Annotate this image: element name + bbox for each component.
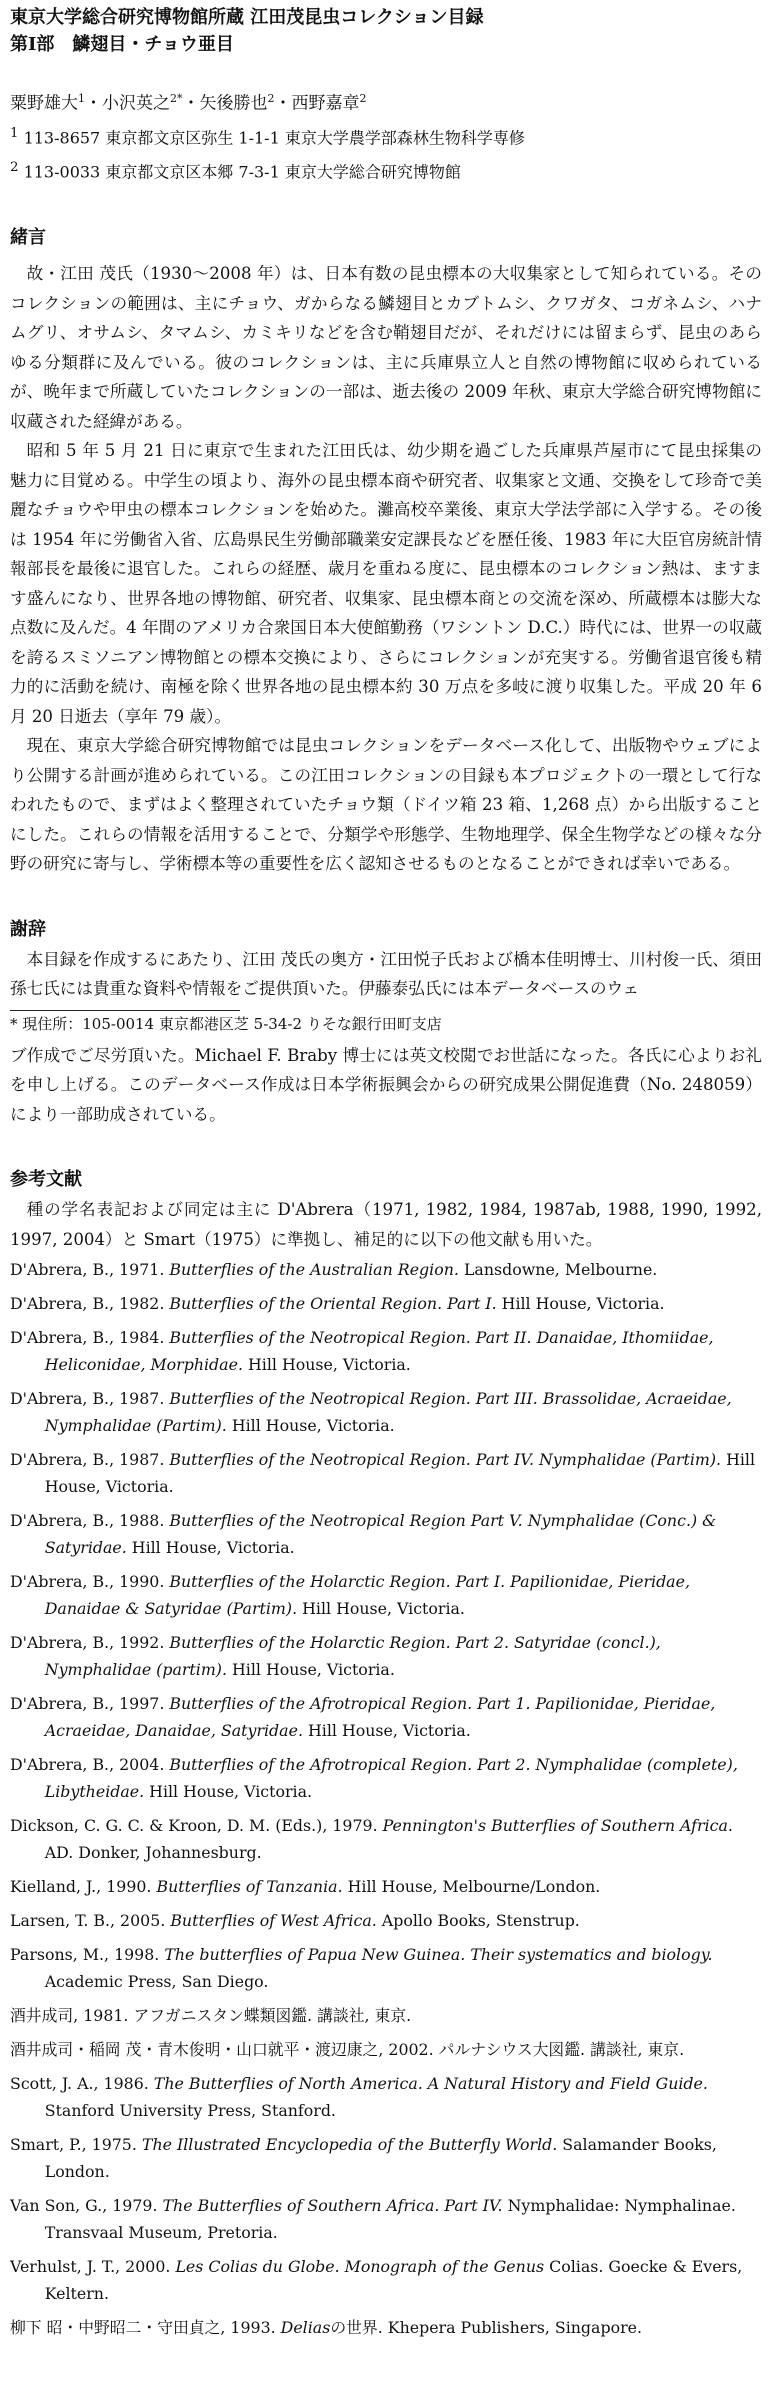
reference-publisher: Hill House, Victoria. bbox=[496, 1294, 665, 1314]
reference-entry bbox=[10, 1690, 762, 1744]
section-heading-intro: 緒言 bbox=[10, 227, 46, 249]
reference-title: Butterflies of the Holarctic Region. Part I. Papilionidae, Pieridae, Danaidae & Satyridae (Partim). bbox=[44, 1572, 690, 1619]
reference-entry bbox=[10, 1507, 762, 1561]
reference-title: Butterflies of the Australian Region. bbox=[169, 1260, 459, 1280]
intro-paragraph: 現在、東京大学総合研究博物館では昆虫コレクションをデータベース化して、出版物やウェブにより公開する計画が進められている。この江田コレクションの目録も本プロジェクトの一環として行なわれたもので、まずはよく整理されていたチョウ類（ドイツ箱 23 箱、1,268 点）から出版することにした。これらの情報を活用することで、分類学や形態学、生物地理学、保全生物学などの様々な分野の研究に寄与し、学術標本等の重要性を広く認知させるものとなることができれば幸いである。 bbox=[10, 736, 762, 874]
document-page bbox=[10, 4, 762, 2348]
reference-authors: Kielland, J., 1990. bbox=[10, 1877, 157, 1897]
section-heading-references: 参考文献 bbox=[10, 1169, 82, 1191]
reference-title: Butterflies of the Holarctic Region. Part 2. Satyridae (concl.), Nymphalidae (partim). bbox=[44, 1633, 661, 1680]
reference-title: The Butterflies of North America. A Natural History and Field Guide. bbox=[153, 2074, 708, 2094]
reference-title: Butterflies of the Neotropical Region. Part IV. Nymphalidae (Partim). bbox=[169, 1450, 722, 1470]
reference-authors: D'Abrera, B., 1982. bbox=[10, 1294, 170, 1314]
reference-authors: Verhulst, J. T., 2000. bbox=[10, 2257, 176, 2277]
reference-publisher: Hill House, Victoria. bbox=[126, 1538, 295, 1558]
reference-authors: Larsen, T. B., 2005. bbox=[10, 1911, 171, 1931]
reference-entry bbox=[10, 2070, 762, 2124]
reference-publisher: Hill House, Victoria. bbox=[144, 1782, 313, 1802]
reference-entry bbox=[10, 2036, 762, 2063]
reference-publisher: Colias. Goecke & Evers, Keltern. bbox=[44, 2257, 743, 2304]
reference-entry bbox=[10, 1751, 762, 1805]
reference-entry bbox=[10, 2131, 762, 2185]
author-separator: ・ bbox=[274, 93, 292, 114]
references-intro: 種の学名表記および同定は主に D'Abrera（1971, 1982, 1984, 1987ab, 1988, 1990, 1992, 1997, 2004）と Smart（1975）に準拠し、補足的に以下の他文献も用いた。 bbox=[10, 1200, 762, 1249]
reference-title: Butterflies of the Oriental Region. Part I. bbox=[169, 1294, 497, 1314]
reference-publisher: Nymphalidae: Nymphalinae. Transvaal Museum, Pretoria. bbox=[44, 2196, 736, 2243]
reference-authors: D'Abrera, B., 1990. bbox=[10, 1572, 170, 1592]
ack-paragraph: 本目録を作成するにあたり、江田 茂氏の奥方・江田悦子氏および橋本佳明博士、川村俊一氏、須田孫七氏には貴重な資料や情報をご提供頂いた。伊藤泰弘氏には本データベースのウェ bbox=[10, 949, 762, 999]
reference-authors: Scott, J. A., 1986. bbox=[10, 2074, 154, 2094]
reference-publisher: Hill House, Victoria. bbox=[226, 1416, 395, 1436]
reference-authors: D'Abrera, B., 1997. bbox=[10, 1694, 170, 1714]
reference-publisher: アフガニスタン蝶類図鑑. 講談社, 東京. bbox=[133, 2006, 412, 2026]
reference-publisher: の世界. Khepera Publishers, Singapore. bbox=[330, 2318, 643, 2338]
reference-entry bbox=[10, 2253, 762, 2307]
reference-title: Pennington's Butterflies of Southern Africa. bbox=[382, 1816, 733, 1836]
author-affil-mark: 1 bbox=[78, 92, 85, 105]
reference-entry bbox=[10, 2192, 762, 2246]
reference-title: Butterflies of West Africa. bbox=[170, 1911, 377, 1931]
ack-paragraph-continued: ブ作成でご尽労頂いた。Michael F. Braby 博士には英文校閲でお世話になった。各氏に心よりお礼を申し上げる。このデータベース作成は日本学術振興会からの研究成果公開促進費（No. 248059）により一部助成されている。 bbox=[10, 1045, 762, 1124]
author-separator: ・ bbox=[182, 93, 200, 114]
reference-publisher: Hill House, Victoria. bbox=[44, 1450, 756, 1497]
title-line-1: 東京大学総合研究博物館所蔵 江田茂昆虫コレクション目録 bbox=[10, 7, 484, 28]
document-title bbox=[10, 4, 762, 58]
reference-entry bbox=[10, 1907, 762, 1934]
reference-title: Butterflies of the Neotropical Region Part V. Nymphalidae (Conc.) & Satyridae. bbox=[44, 1511, 717, 1558]
reference-title: Butterflies of the Afrotropical Region. Part 2. Nymphalidae (complete), Libytheidae. bbox=[44, 1755, 738, 1802]
reference-authors: 柳下 昭・中野昭二・守田貞之, 1993. bbox=[10, 2318, 281, 2338]
title-line-2: 第Ⅰ部 鱗翅目・チョウ亜目 bbox=[10, 34, 234, 55]
reference-publisher: パルナシウス大図鑑. 講談社, 東京. bbox=[438, 2040, 685, 2060]
author-name: 小沢英之 bbox=[102, 93, 170, 114]
reference-authors: D'Abrera, B., 1992. bbox=[10, 1633, 170, 1653]
author-affil-mark: 2* bbox=[170, 92, 183, 105]
reference-publisher: Hill House, Victoria. bbox=[227, 1660, 395, 1680]
reference-authors: D'Abrera, B., 1971. bbox=[10, 1260, 170, 1280]
reference-title: Butterflies of the Neotropical Region. Part II. Danaidae, Ithomiidae, Heliconidae, Morphidae. bbox=[44, 1328, 714, 1375]
affiliation-text: 113-0033 東京都文京区本郷 7-3-1 東京大学総合研究博物館 bbox=[18, 162, 461, 182]
reference-title: The Illustrated Encyclopedia of the Butterfly World. bbox=[141, 2135, 558, 2155]
author-name: 粟野雄大 bbox=[10, 93, 78, 114]
reference-entry bbox=[10, 2002, 762, 2029]
reference-publisher: Salamander Books, London. bbox=[44, 2135, 717, 2182]
reference-entry bbox=[10, 1385, 762, 1439]
reference-publisher: Lansdowne, Melbourne. bbox=[458, 1260, 658, 1280]
intro-paragraph: 故・江田 茂氏（1930～2008 年）は、日本有数の昆虫標本の大収集家として知られている。そのコレクションの範囲は、主にチョウ、ガからなる鱗翅目とカブトムシ、クワガタ、コガネムシ、ハナムグリ、オサムシ、タマムシ、カミキリなどを含む鞘翅目だが、それだけには留まらず、昆虫のあらゆる分類群に及んでいる。彼のコレクションは、主に兵庫県立人と自然の博物館に収められているが、晩年まで所蔵していたコレクションの一部は、逝去後の 2009 年秋、東京大学総合研究博物館に収蔵された経緯がある。 bbox=[10, 264, 762, 431]
affiliation-number: 2 bbox=[10, 159, 19, 175]
reference-authors: Dickson, C. G. C. & Kroon, D. M. (Eds.), 1979. bbox=[10, 1816, 383, 1836]
reference-entry bbox=[10, 1256, 762, 1283]
reference-authors: Parsons, M., 1998. bbox=[10, 1945, 165, 1965]
reference-publisher: Stanford University Press, Stanford. bbox=[44, 2101, 336, 2121]
reference-entry bbox=[10, 1446, 762, 1500]
reference-authors: D'Abrera, B., 1987. bbox=[10, 1450, 170, 1470]
reference-title: The Butterflies of Southern Africa. Part IV. bbox=[162, 2196, 503, 2216]
reference-authors: Van Son, G., 1979. bbox=[10, 2196, 163, 2216]
reference-publisher: Academic Press, San Diego. bbox=[44, 1972, 269, 1992]
reference-authors: D'Abrera, B., 2004. bbox=[10, 1755, 170, 1775]
reference-entry bbox=[10, 1324, 762, 1378]
affiliation-text: 113-8657 東京都文京区弥生 1-1-1 東京大学農学部森林生物科学専修 bbox=[18, 127, 525, 147]
reference-entry bbox=[10, 1812, 762, 1866]
reference-title: Delias bbox=[280, 2318, 331, 2338]
intro-paragraph: 昭和 5 年 5 月 21 日に東京で生まれた江田氏は、幼少期を過ごした兵庫県芦屋市にて昆虫採集の魅力に目覚める。中学生の頃より、海外の昆虫標本商や研究者、収集家と文通、交換をして珍奇で美麗なチョウや甲虫の標本コレクションを始めた。灘高校卒業後、東京大学法学部に入学する。その後は 1954 年に労働省入省、広島県民生労働部職業安定課長などを歴任後、1983 年に大臣官房統計情報部長を最後に退官した。これらの経歴、歳月を重ねる度に、昆虫標本のコレクション熱は、ますます盛んになり、世界各地の博物館、研究者、収集家、昆虫標本商との交流を深め、所蔵標本は膨大な点数に及んだ。4 年間のアメリカ合衆国日本大使館勤務（ワシントン D.C.）時代には、世界一の収蔵を誇るスミソニアン博物館との標本交換により、さらにコレクションが充実する。労働省退官後も精力的に活動を続け、南極を除く世界各地の昆虫標本約 30 万点を多岐に渡り収集した。平成 20 年 6 月 20 日逝去（享年 79 歳）。 bbox=[10, 441, 762, 726]
reference-authors: 酒井成司・稲岡 茂・青木俊明・山口就平・渡辺康之, 2002. bbox=[10, 2040, 439, 2060]
section-heading-acknowledgements: 謝辞 bbox=[10, 918, 46, 940]
reference-entry bbox=[10, 1568, 762, 1622]
reference-entry bbox=[10, 1629, 762, 1683]
reference-title: Butterflies of the Neotropical Region. Part III. Brassolidae, Acraeidae, Nymphalidae (Partim). bbox=[44, 1389, 732, 1436]
author-affil-mark: 2 bbox=[359, 92, 367, 105]
footnote: * 現住所：105-0014 東京都港区芝 5-34-2 りそな銀行田町支店 bbox=[10, 1014, 442, 1033]
author-list bbox=[10, 84, 762, 119]
author-affil-mark: 2 bbox=[267, 92, 275, 105]
reference-publisher: Hill House, Victoria. bbox=[297, 1599, 465, 1619]
reference-authors: D'Abrera, B., 1984. bbox=[10, 1328, 170, 1348]
reference-title: The butterflies of Papua New Guinea. Their systematics and biology. bbox=[164, 1945, 713, 1965]
reference-authors: D'Abrera, B., 1987. bbox=[10, 1389, 170, 1409]
affiliation bbox=[10, 153, 762, 187]
reference-title: Butterflies of the Afrotropical Region. Part 1. Papilionidae, Pieridae, Acraeidae, Danaidae, Satyridae. bbox=[44, 1694, 716, 1741]
reference-title: Butterflies of Tanzania. bbox=[156, 1877, 343, 1897]
reference-entry bbox=[10, 1290, 762, 1317]
author-name: 矢後勝也 bbox=[199, 93, 268, 114]
reference-entry bbox=[10, 1873, 762, 1900]
affiliation bbox=[10, 119, 762, 153]
reference-list bbox=[10, 1256, 762, 2341]
reference-authors: D'Abrera, B., 1988. bbox=[10, 1511, 170, 1531]
reference-publisher: Hill House, Melbourne/London. bbox=[342, 1877, 601, 1897]
reference-publisher: Hill House, Victoria. bbox=[302, 1721, 471, 1741]
reference-authors: 酒井成司, 1981. bbox=[10, 2006, 134, 2026]
reference-publisher: AD. Donker, Johannesburg. bbox=[44, 1843, 262, 1863]
author-separator: ・ bbox=[85, 93, 102, 114]
reference-authors: Smart, P., 1975. bbox=[10, 2135, 142, 2155]
reference-title: Les Colias du Globe. Monograph of the Genus bbox=[175, 2257, 545, 2277]
affiliation-number: 1 bbox=[10, 125, 19, 141]
reference-publisher: Hill House, Victoria. bbox=[242, 1355, 411, 1375]
reference-entry bbox=[10, 1941, 762, 1995]
author-name: 西野嘉章 bbox=[291, 93, 360, 114]
reference-entry bbox=[10, 2314, 762, 2341]
reference-publisher: Apollo Books, Stenstrup. bbox=[376, 1911, 580, 1931]
